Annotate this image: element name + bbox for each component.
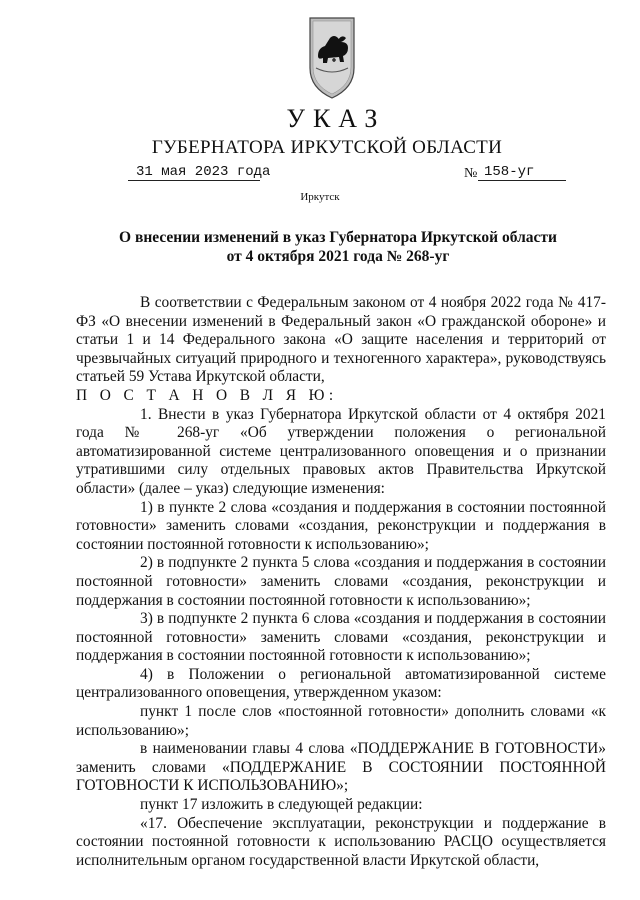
heading-line-1: О внесении изменений в указ Губернатора Иркутской области xyxy=(119,229,557,246)
document-city: Иркутск xyxy=(300,191,340,203)
document-subtitle: ГУБЕРНАТОРА ИРКУТСКОЙ ОБЛАСТИ xyxy=(151,137,503,158)
paragraph-subitem-2: 2) в подпункте 2 пункта 5 слова «создания и поддержания в состоянии постоянной готовности» заменить словами «создания, реконструкции и поддержания в состоянии постоянной готовности к использованию»; xyxy=(76,554,606,609)
paragraph-subitem-4: 4) в Положении о региональной автоматизированной системе централизованного оповещения, утвержденном указом: xyxy=(76,665,606,702)
document-body xyxy=(76,294,606,870)
paragraph-subitem-3: 3) в подпункте 2 пункта 6 слова «создания и поддержания в состоянии постоянной готовности» заменить словами «создания, реконструкции и поддержания в состоянии постоянной готовности к использованию»; xyxy=(76,610,606,665)
paragraph-preamble: В соответствии с Федеральным законом от 4 ноября 2022 года № 417-ФЗ «О внесении изменений в Федеральный закон «О гражданской обороне» и статьи 1 и 14 Федерального закона «О защите населения и территорий от чрезвычайных ситуаций природного и техногенного характера», руководствуясь статьей 59 Устава Иркутской области, xyxy=(76,294,606,386)
document-title: УКАЗ xyxy=(286,104,386,133)
paragraph-chapter-4: в наименовании главы 4 слова «ПОДДЕРЖАНИЕ В ГОТОВНОСТИ» заменить словами «ПОДДЕРЖАНИЕ В СОСТОЯНИИ ПОСТОЯННОЙ ГОТОВНОСТИ К ИСПОЛЬЗОВАНИЮ»; xyxy=(76,740,606,795)
paragraph-point-1: пункт 1 после слов «постоянной готовности» дополнить словами «к использованию»; xyxy=(76,703,606,739)
document-heading xyxy=(110,228,566,266)
heading-line-2: от 4 октября 2021 года № 268-уг xyxy=(226,248,450,265)
number-sign: № xyxy=(464,166,478,181)
irkutsk-coat-of-arms-emblem xyxy=(308,16,356,100)
paragraph-resolve: П О С Т А Н О В Л Я Ю: xyxy=(76,386,338,404)
number-underline xyxy=(478,180,566,181)
paragraph-subitem-1: 1) в пункте 2 слова «создания и поддержания в состоянии постоянной готовности» заменить словами «создания, реконструкции и поддержания в состоянии постоянной готовности к использованию»; xyxy=(76,498,606,553)
paragraph-item-1: 1. Внести в указ Губернатора Иркутской области от 4 октября 2021 года № 268-уг «Об утверждении положения о региональной автоматизированной системе централизованного оповещения и о признании утратившими силу отдельных правовых актов Правительства Иркутской области» (далее – указ) следующие изменения: xyxy=(76,405,606,497)
document-date: 31 мая 2023 года xyxy=(136,164,271,180)
document-number: 158-уг xyxy=(484,164,535,180)
date-underline xyxy=(128,180,260,181)
paragraph-point-17-intro: пункт 17 изложить в следующей редакции: xyxy=(140,796,423,814)
paragraph-point-17-text: «17. Обеспечение эксплуатации, реконструкции и поддержание в состоянии постоянной готовности к использованию РАСЦО осуществляется исполнительным органом государственной власти Иркутской области, xyxy=(76,814,606,869)
